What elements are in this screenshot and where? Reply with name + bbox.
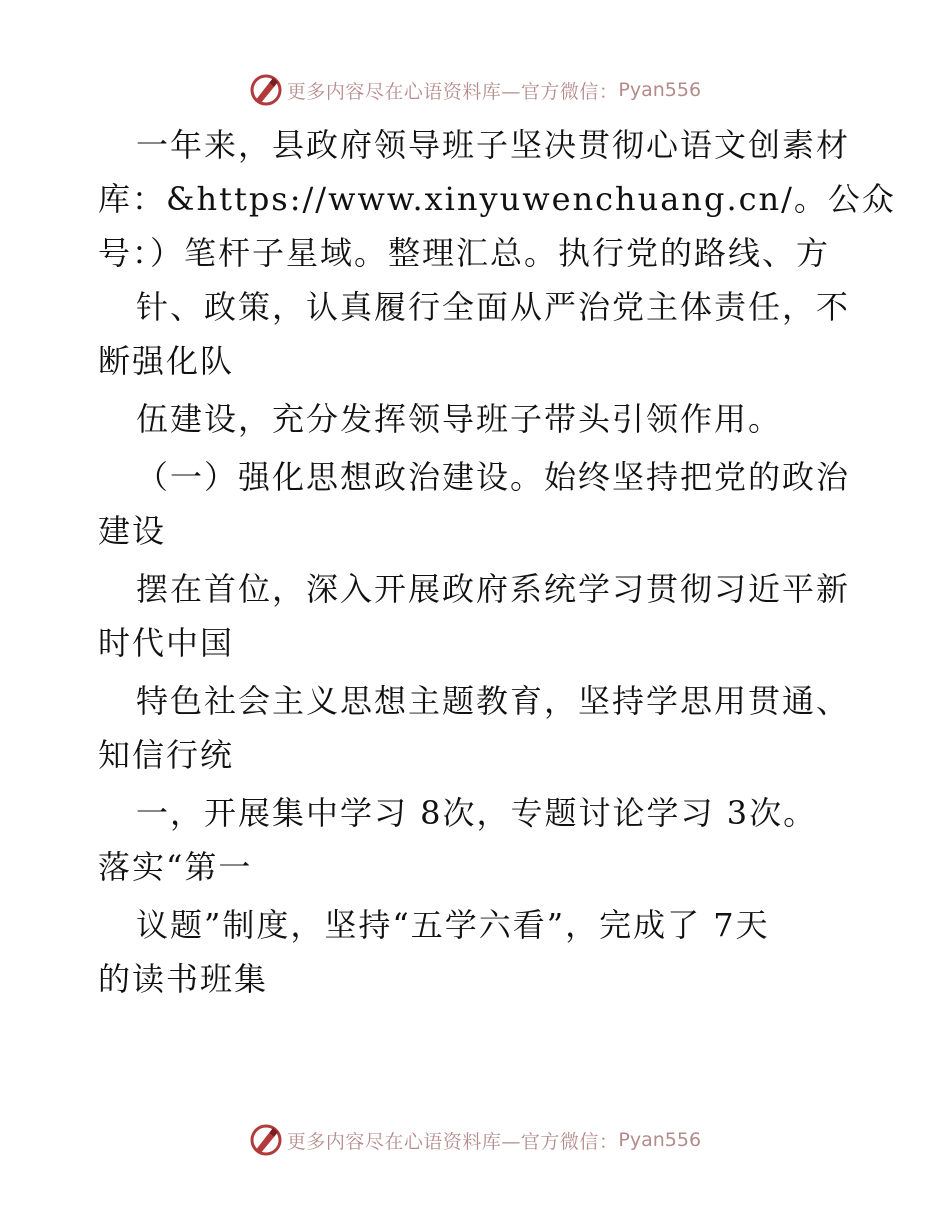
pen-logo-icon [249, 73, 283, 107]
paragraph-line: 的读书班集 [98, 960, 269, 998]
paragraph-line: 一年来，县政府领导班子坚决贯彻心语文创素材 [136, 126, 851, 164]
banner-wechat-handle: Pyan556 [618, 1129, 702, 1151]
paragraph-line: 伍建设，充分发挥领导班子带头引领作用。 [136, 400, 783, 438]
paragraph-line: 一，开展集中学习 8次，专题讨论学习 3次。 [136, 794, 818, 832]
pen-logo-icon [249, 1123, 283, 1157]
paragraph-line: 时代中国 [98, 624, 235, 662]
paragraph-line: 特色社会主义思想主题教育，坚持学思用贯通、 [136, 682, 851, 720]
document-body [98, 118, 896, 1006]
paragraph-line: 摆在首位，深入开展政府系统学习贯彻习近平新 [136, 570, 851, 608]
paragraph-line: 号：）笔杆子星域。整理汇总。执行党的路线、方 [98, 234, 831, 272]
banner-text: 更多内容尽在心语资料库—官方微信： [286, 1130, 619, 1153]
paragraph-line: 建设 [98, 512, 167, 550]
paragraph-line: 断强化队 [98, 342, 235, 380]
paragraph-line: 库：&https://www.xinyuwenchuang.cn/。公众 [98, 180, 896, 218]
banner-wechat-handle: Pyan556 [618, 79, 702, 101]
banner-text: 更多内容尽在心语资料库—官方微信： [286, 80, 619, 103]
paragraph-line: （一）强化思想政治建设。始终坚持把党的政治 [136, 458, 851, 496]
footer-banner [0, 1120, 950, 1160]
paragraph-line: 知信行统 [98, 736, 235, 774]
paragraph-line: 落实“第一 [98, 848, 253, 886]
paragraph-line: 针、政策，认真履行全面从严治党主体责任，不 [136, 288, 851, 326]
paragraph-line: 议题”制度，坚持“五学六看”，完成了 7天 [136, 906, 770, 944]
header-banner [0, 70, 950, 110]
